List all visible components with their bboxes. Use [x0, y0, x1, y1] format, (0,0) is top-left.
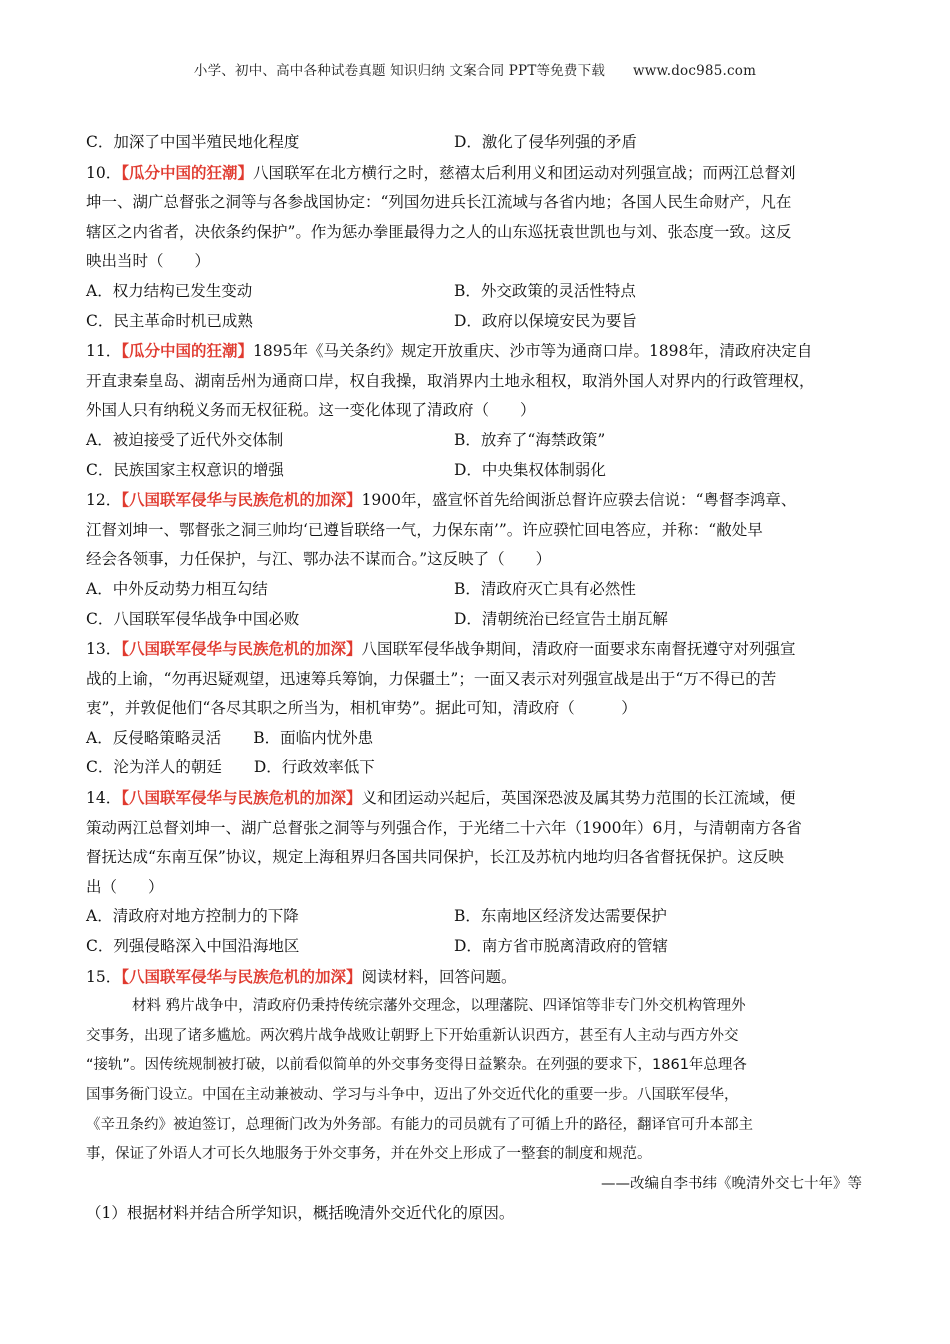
q9-option-c[interactable]: C．加深了中国半殖民地化程度 — [86, 133, 300, 151]
q13-stem-line-1 — [86, 634, 866, 665]
q14-stem-line-2: 策动两江总督刘坤一、湖广总督张之洞等与列强合作，于光绪二十六年（1900年）6月，与清朝南方各省 — [86, 818, 802, 837]
q9-options-cd — [86, 128, 866, 158]
q15-topic-tag: 【八国联军侵华与民族危机的加深】 — [121, 966, 362, 986]
q10-stem-line-3: 辖区之内省者，决依条约保护”。作为惩办拳匪最得力之人的山东巡抚袁世凯也与刘、张态度一致。这反 — [86, 222, 792, 241]
q9-option-d[interactable]: D．激化了侵华列强的矛盾 — [454, 133, 637, 151]
q13-options-cd — [86, 753, 866, 783]
q10-option-c[interactable]: C．民主革命时机已成熟 — [86, 311, 253, 330]
q13-topic-tag: 【八国联军侵华与民族危机的加深】 — [121, 639, 362, 659]
q13-stem-line-3: 衷”，并敦促他们“各尽其职之所当为，相机审势”。据此可知，清政府（ ） — [86, 699, 637, 718]
q12-option-b[interactable]: B．清政府灭亡具有必然性 — [454, 579, 636, 598]
q11-options-ab — [86, 426, 866, 456]
q14-stem-line-4: 出（ ） — [86, 877, 164, 896]
q15-material-line-6: 事，保证了外语人才可长久地服务于外交事务，并在外交上形成了一整套的制度和规范。 — [86, 1146, 652, 1163]
q11-option-d[interactable]: D．中央集权体制弱化 — [454, 460, 606, 479]
q10-stem-line-4: 映出当时（ ） — [86, 252, 211, 271]
q11-option-b[interactable]: B．放弃了“海禁政策” — [454, 430, 606, 449]
q12-stem-line-1 — [86, 485, 866, 516]
q12-option-a[interactable]: A．中外反动势力相互勾结 — [86, 579, 268, 598]
q11-stem-line-1 — [86, 336, 866, 367]
q11-option-c[interactable]: C．民族国家主权意识的增强 — [86, 460, 284, 479]
q12-option-d[interactable]: D．清朝统治已经宣告土崩瓦解 — [454, 609, 668, 628]
q10-options-cd — [86, 307, 866, 337]
q13-option-d[interactable]: D．行政效率低下 — [253, 758, 375, 777]
q14-option-c[interactable]: C．列强侵略深入中国沿海地区 — [86, 937, 300, 956]
q10-stem-line-2: 坤一、湖广总督张之洞等与各参战国协定：“列国勿进兵长江流域与各省内地；各国人民生命财产，凡在 — [86, 193, 792, 212]
q13-number: 13． — [86, 640, 122, 659]
q15-material — [86, 992, 866, 1199]
q10-stem-line-1 — [86, 158, 866, 189]
q13-stem-line-2: 战的上谕，“勿再迟疑观望，迅速筹兵筹饷，力保疆土”；一面又表示对列强宣战是出于“万不得已的苦 — [86, 669, 777, 688]
header-site-link[interactable]: www.doc985.com — [633, 63, 757, 79]
q15-material-line-1: 材料 鸦片战争中，清政府仍秉持传统宗藩外交理念，以理藩院、四译馆等非专门外交机构管理外 — [132, 998, 746, 1015]
q13-stem-text: 八国联军侵华战争期间，清政府一面要求东南督抚遵守对列强宣 — [361, 640, 796, 659]
q14-stem-text: 义和团运动兴起后，英国深恐波及属其势力范围的长江流域，便 — [361, 789, 796, 808]
q11-topic-tag: 【瓜分中国的狂潮】 — [121, 341, 253, 361]
q15-stem-line-1 — [86, 962, 866, 993]
q15-number: 15． — [86, 967, 122, 986]
page-header — [0, 59, 950, 79]
q15-material-line-3: “接轨”。因传统规制被打破，以前看似简单的外交事务变得日益繁杂。在列强的要求下，1861年总理各 — [86, 1057, 747, 1074]
q12-options-ab — [86, 575, 866, 605]
q11-stem-line-2: 开直隶秦皇岛、湖南岳州为通商口岸，权自我操，取消界内土地永租权，取消外国人对界内的行政管理权， — [86, 371, 815, 390]
q10-option-b[interactable]: B．外交政策的灵活性特点 — [454, 281, 636, 300]
q12-option-c[interactable]: C．八国联军侵华战争中国必败 — [86, 609, 300, 628]
q11-option-a[interactable]: A．被迫接受了近代外交体制 — [86, 430, 284, 449]
q14-option-b[interactable]: B．东南地区经济发达需要保护 — [454, 907, 667, 926]
q10-stem-text: 八国联军在北方横行之时，慈禧太后利用义和团运动对列强宣战；而两江总督刘 — [253, 163, 796, 182]
q13-option-b[interactable]: B．面临内忧外患 — [253, 728, 374, 747]
header-text: 小学、初中、高中各种试卷真题 知识归纳 文案合同 PPT等免费下载 — [193, 63, 606, 79]
q14-options-cd — [86, 932, 866, 962]
q10-option-a[interactable]: A．权力结构已发生变动 — [86, 281, 253, 300]
q11-stem-line-3: 外国人只有纳税义务而无权征税。这一变化体现了清政府（ ） — [86, 401, 536, 420]
q13-option-c[interactable]: C．沦为洋人的朝廷 — [86, 758, 222, 777]
q13-option-a[interactable]: A．反侵略策略灵活 — [86, 728, 222, 747]
question-content — [86, 128, 866, 1229]
q15-material-line-5: 《辛丑条约》被迫签订，总理衙门改为外务部。有能力的司员就有了可循上升的路径，翻译官可升本部主 — [86, 1116, 753, 1133]
q15-material-line-4: 国事务衙门设立。中国在主动兼被动、学习与斗争中，迈出了外交近代化的重要一步。八国联军侵华， — [86, 1087, 739, 1103]
q12-number: 12． — [86, 491, 122, 510]
q15-intro: 阅读材料，回答问题。 — [361, 967, 517, 986]
q11-number: 11． — [86, 342, 122, 361]
q14-stem-line-1 — [86, 783, 866, 814]
q14-option-d[interactable]: D．南方省市脱离清政府的管辖 — [454, 937, 668, 956]
q14-options-ab — [86, 902, 866, 932]
q12-stem-line-2: 江督刘坤一、鄂督张之洞三帅均‘已遵旨联络一气，力保东南’”。许应骙忙回电答应，并称：“敝处早 — [86, 520, 763, 539]
q11-stem-text: 1895年《马关条约》规定开放重庆、沙市等为通商口岸。1898年，清政府决定自 — [253, 342, 813, 361]
q10-option-d[interactable]: D．政府以保境安民为要旨 — [454, 311, 637, 330]
q10-topic-tag: 【瓜分中国的狂潮】 — [121, 162, 253, 182]
q14-stem-line-3: 督抚达成“东南互保”协议，规定上海租界归各国共同保护，长江及苏杭内地均归各省督抚保护。这反映 — [86, 848, 784, 867]
q14-topic-tag: 【八国联军侵华与民族危机的加深】 — [121, 788, 362, 808]
q12-topic-tag: 【八国联军侵华与民族危机的加深】 — [121, 490, 362, 510]
q12-stem-line-3: 经会各领事，力任保护，与江、鄂办法不谋而合。”这反映了（ ） — [86, 550, 552, 569]
q14-number: 14． — [86, 789, 122, 808]
q10-number: 10． — [86, 163, 122, 182]
q10-options-ab — [86, 277, 866, 307]
q15-material-source: ——改编自李书纬《晚清外交七十年》等 — [601, 1175, 862, 1192]
q14-option-a[interactable]: A．清政府对地方控制力的下降 — [86, 907, 299, 926]
q13-options-ab — [86, 724, 866, 754]
q12-stem-text: 1900年，盛宣怀首先给闽浙总督许应骙去信说：“粤督李鸿章、 — [361, 491, 797, 510]
q11-options-cd — [86, 456, 866, 486]
q15-material-line-2: 交事务，出现了诸多尴尬。两次鸦片战争战败让朝野上下开始重新认识西方，甚至有人主动与西方外交 — [86, 1027, 739, 1044]
q15-subquestion-1: （1）根据材料并结合所学知识，概括晚清外交近代化的原因。 — [86, 1204, 515, 1223]
q12-options-cd — [86, 605, 866, 635]
